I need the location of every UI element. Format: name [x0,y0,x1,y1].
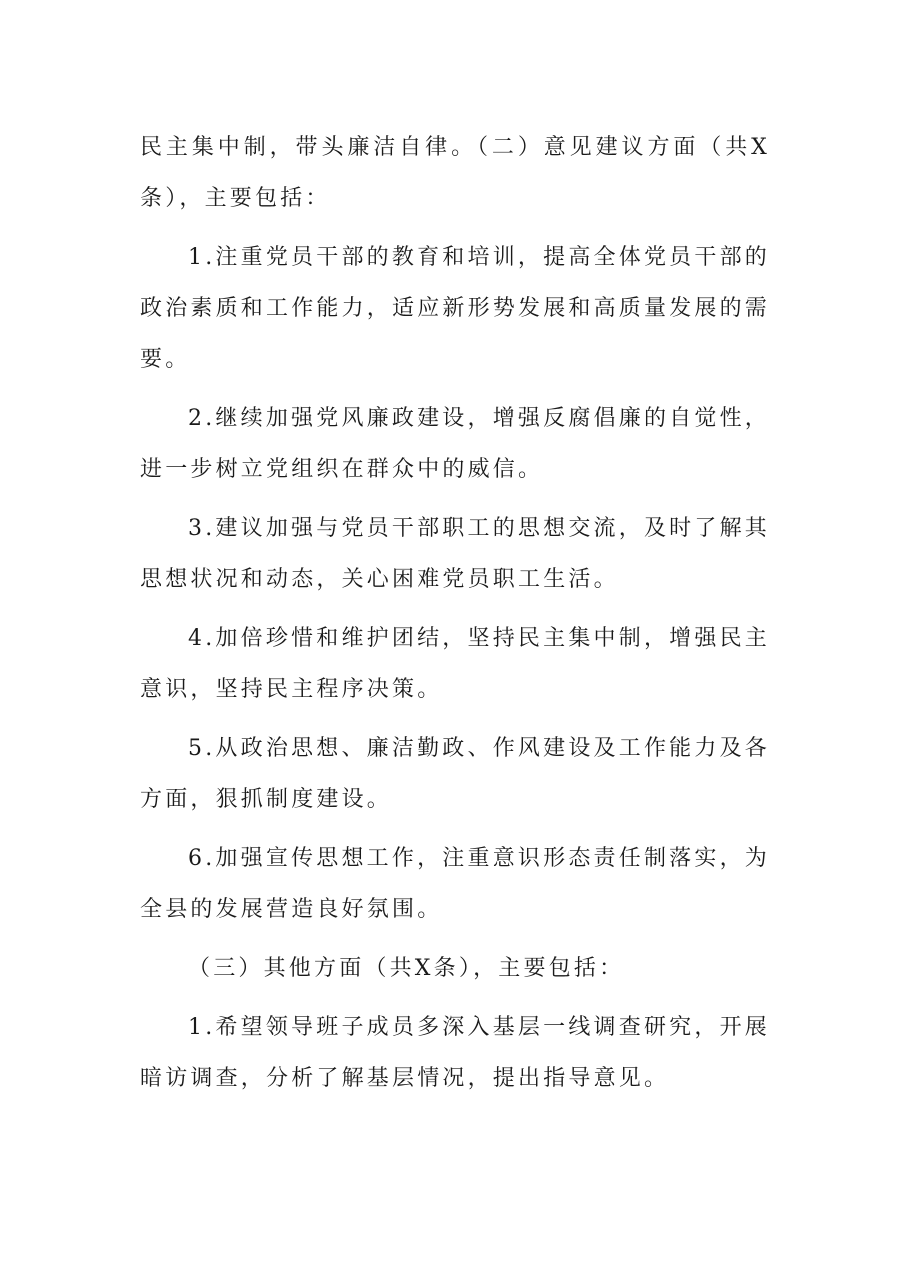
paragraph-suggestion-1: 1.注重党员干部的教育和培训，提高全体党员干部的政治素质和工作能力，适应新形势发展和高质量发展的需要。 [140,245,771,372]
paragraph-suggestion-5: 5.从政治思想、廉洁勤政、作风建设及工作能力及各方面，狠抓制度建设。 [140,736,770,812]
paragraph-continuation: 民主集中制，带头廉洁自律。（二）意见建议方面（共X条），主要包括： [140,135,770,211]
paragraph-suggestion-3: 3.建议加强与党员干部职工的思想交流，及时了解其思想状况和动态，关心困难党员职工生活。 [140,516,770,592]
paragraph-suggestion-6: 6.加强宣传思想工作，注重意识形态责任制落实，为全县的发展营造良好氛围。 [140,846,770,922]
paragraph-other-1: 1.希望领导班子成员多深入基层一线调查研究，开展暗访调查，分析了解基层情况，提出指导意见。 [140,1015,770,1091]
section-heading-other: （三）其他方面（共X条），主要包括： [188,956,625,981]
paragraph-suggestion-2: 2.继续加强党风廉政建设，增强反腐倡廉的自觉性，进一步树立党组织在群众中的威信。 [140,406,770,482]
paragraph-suggestion-4: 4.加倍珍惜和维护团结，坚持民主集中制，增强民主意识，坚持民主程序决策。 [140,626,770,702]
document-body [140,122,770,1112]
